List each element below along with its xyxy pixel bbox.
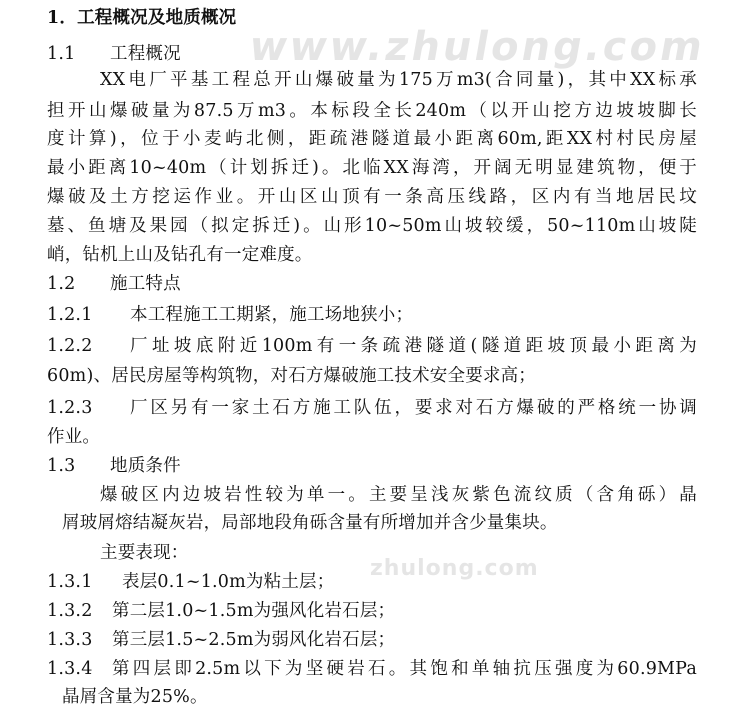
section-1-3-title: 地质条件 bbox=[110, 456, 181, 476]
item-1-2-2-text-line-1: 厂址坡底附近100m有一条疏港隧道(隧道距坡顶最小距离为 bbox=[130, 336, 697, 356]
paragraph-1-line-6: 墓、鱼塘及果园（拟定拆迁)。山形10~50m山坡较缓，50~110m山坡陡 bbox=[47, 216, 697, 236]
watermark-top: www.zhulong.com bbox=[245, 24, 710, 70]
watermark-middle: zhulong.com bbox=[370, 556, 539, 581]
paragraph-1-line-2: 担开山爆破量为87.5万m3。本标段全长240m（以开山挖方边坡坡脚长 bbox=[47, 101, 697, 121]
item-1-3-1-text: 表层0.1~1.0m为粘土层； bbox=[122, 572, 335, 592]
item-1-2-3-text-line-2: 作业。 bbox=[47, 427, 101, 447]
item-1-3-4-number: 1.3.4 bbox=[47, 659, 93, 679]
paragraph-3-line-2: 屑玻屑熔结凝灰岩，局部地段角砾含量有所增加并含少量集块。 bbox=[62, 513, 558, 533]
item-1-3-4-text-line-2: 晶屑含量为25%。 bbox=[62, 687, 208, 707]
paragraph-3-line-1: 爆破区内边坡岩性较为单一。主要呈浅灰紫色流纹质（含角砾）晶 bbox=[100, 485, 697, 505]
paragraph-1-line-4: 最小距离10~40m（计划拆迁)。北临XX海湾，开阔无明显建筑物，便于 bbox=[47, 158, 697, 178]
item-1-2-3-number: 1.2.3 bbox=[47, 398, 93, 418]
section-1-2-title: 施工特点 bbox=[110, 274, 181, 294]
item-1-3-2-text: 第二层1.0~1.5m为强风化岩石层； bbox=[112, 601, 396, 621]
paragraph-1-line-7: 峭，钻机上山及钻孔有一定难度。 bbox=[47, 245, 313, 265]
main-manifestations-label: 主要表现： bbox=[100, 543, 189, 563]
item-1-2-2-text-line-2: 60m)、居民房屋等构筑物，对石方爆破施工技术安全要求高； bbox=[47, 366, 536, 386]
item-1-2-2-number: 1.2.2 bbox=[47, 336, 93, 356]
item-1-2-3-text-line-1: 厂区另有一家土石方施工队伍，要求对石方爆破的严格统一协调 bbox=[130, 398, 697, 418]
paragraph-1-line-5: 爆破及土方挖运作业。开山区山顶有一条高压线路，区内有当地居民坟 bbox=[47, 187, 697, 207]
item-1-2-1-text: 本工程施工工期紧，施工场地狭小； bbox=[130, 305, 414, 325]
section-1-3-number: 1.3 bbox=[47, 456, 76, 476]
item-1-3-2-number: 1.3.2 bbox=[47, 601, 93, 621]
item-1-3-3-text: 第三层1.5~2.5m为弱风化岩石层； bbox=[112, 630, 396, 650]
section-1-1-title: 工程概况 bbox=[110, 44, 181, 64]
item-1-3-1-number: 1.3.1 bbox=[47, 572, 93, 592]
item-1-3-3-number: 1.3.3 bbox=[47, 630, 93, 650]
section-heading: 1．工程概况及地质概况 bbox=[47, 8, 237, 28]
section-1-2-number: 1.2 bbox=[47, 274, 76, 294]
paragraph-1-line-1: XX电厂平基工程总开山爆破量为175万m3(合同量)，其中XX标承 bbox=[100, 70, 697, 90]
paragraph-1-line-3: 度计算)，位于小麦屿北侧，距疏港隧道最小距离60m,距XX村村民房屋 bbox=[47, 129, 697, 149]
item-1-3-4-text-line-1: 第四层即2.5m以下为坚硬岩石。其饱和单轴抗压强度为60.9MPa bbox=[112, 659, 697, 679]
section-1-1-number: 1.1 bbox=[47, 44, 76, 64]
item-1-2-1-number: 1.2.1 bbox=[47, 305, 93, 325]
